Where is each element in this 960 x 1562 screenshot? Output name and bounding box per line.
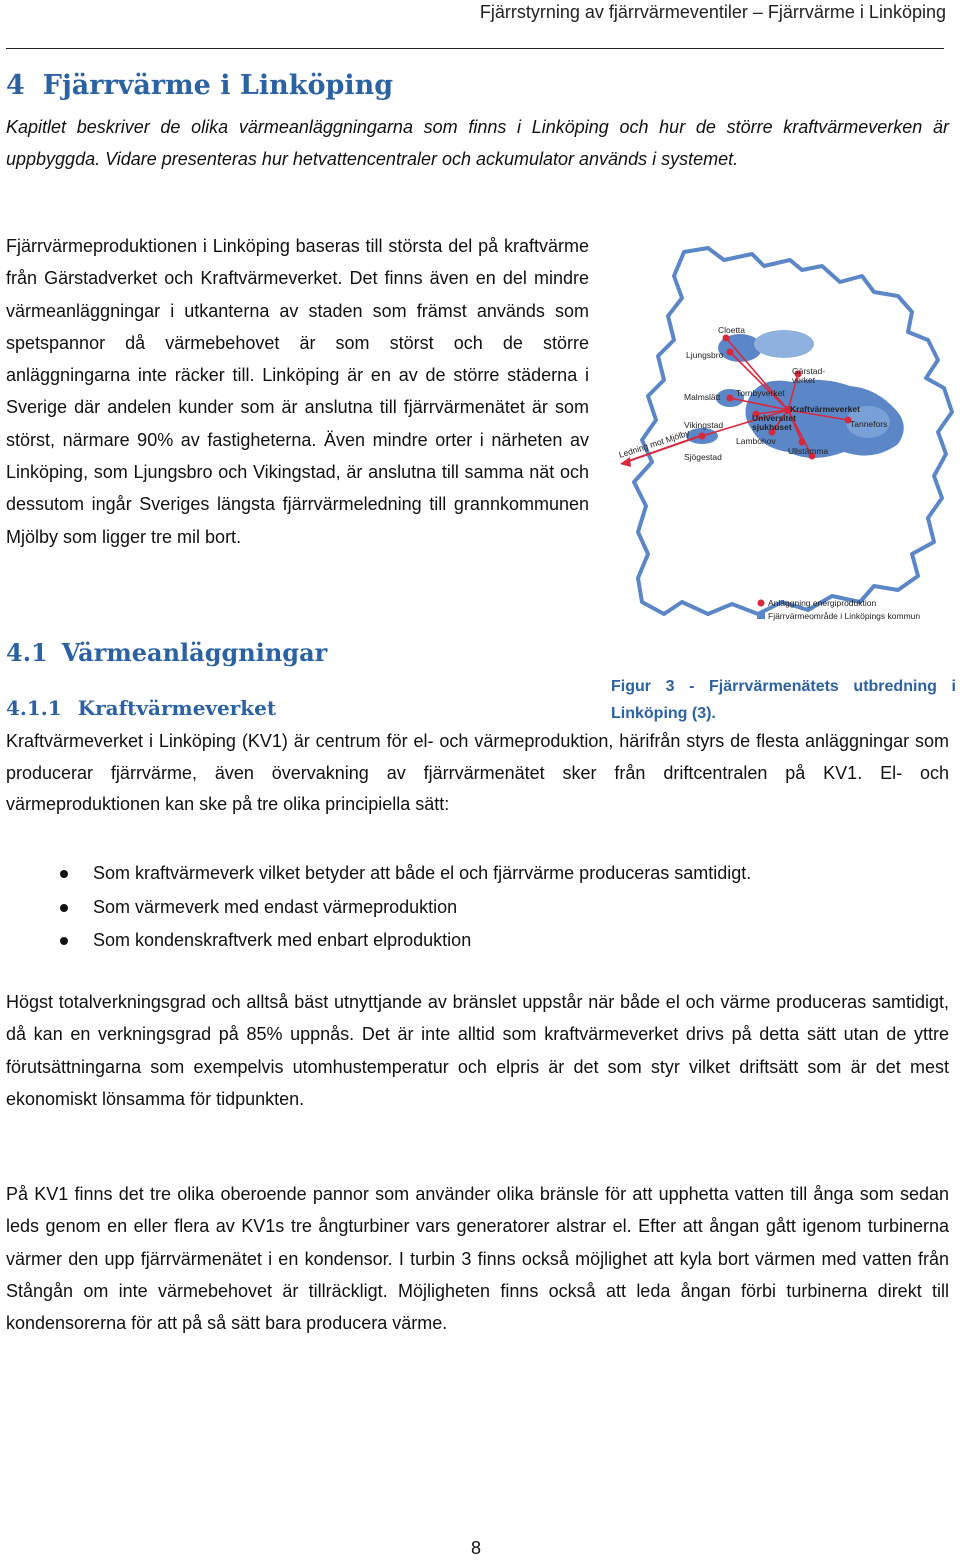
list-item: Som värmeverk med endast värmeproduktion	[60, 891, 751, 925]
legend-area-swatch	[757, 612, 765, 619]
list-item: Som kondenskraftverk med enbart elproduktion	[60, 924, 751, 958]
label-vikingstad: Vikingstad	[684, 420, 724, 430]
plant-vikingstad	[699, 433, 706, 440]
running-header: Fjärrstyrning av fjärrvärmeventiler – Fjärrvärme i Linköping	[479, 2, 946, 22]
plant-lambohov	[799, 439, 806, 446]
label-lambohov: Lambohov	[736, 436, 776, 446]
label-tannefors: Tannefors	[850, 419, 888, 429]
subsection-heading	[6, 696, 276, 720]
label-garstad-2: verket	[792, 375, 816, 385]
legend-plant-label: Anläggning energiproduktion	[768, 598, 877, 608]
label-tornbyverket: Tornbyverket	[736, 388, 785, 398]
district-heating-map	[612, 236, 954, 632]
label-universitet-2: sjukhuset	[752, 422, 792, 432]
label-sjogestad: Sjögestad	[684, 452, 722, 462]
section-heading	[6, 638, 327, 667]
chapter-paragraph: Fjärrvärmeproduktionen i Linköping baseras till största del på kraftvärme från Gärstadverket och Kraftvärmeverket. Det finns även en del mindre värmeanläggningar i utkanterna av staden som främst används som spetspannor då värmebehovet är som störst och de större anläggningarna inte räcker till. Linköping är en av de större städerna i Sverige där andelen kunder som är anslutna till fjärrvärmenätet är som störst, närmare 90% av fastigheterna. Även mindre orter i närheten av Linköping, som Ljungsbro och Vikingstad, är anslutna till samma nät och dessutom ingår Sveriges längsta fjärrvärmeledning till grannkommunen Mjölby som ligger tre mil bort.	[6, 236, 589, 547]
body-paragraph-3: På KV1 finns det tre olika oberoende pannor som använder olika bränsle för att upphetta vatten till ånga som sedan leds genom en eller flera av KV1s tre ångturbiner vars generatorer alstrar el. Efter att ångan gått igenom turbinerna värmer den upp fjärrvärmenätet i en kondensor. I turbin 3 finns också möjlighet att kyla bort värmen med vatten från Stångån om inte värmebehovet är tillräckligt. Möjligheten finns också att leda ångan förbi turbinerna direkt till kondensorerna för att på så sätt bara producera värme.	[6, 1184, 949, 1334]
subsection-title: Kraftvärmeverket	[77, 696, 277, 720]
body-paragraph-2: Högst totalverkningsgrad och alltså bäst utnyttjande av bränslet uppstår när både el och värme produceras samtidigt, då kan en verkningsgrad på 85% uppnås. Det är inte alltid som kraftvärmeverket drivs på detta sätt utan de yttre förutsättningarna som exempelvis utomhustemperatur och elpris är det som styr vilket driftsätt som är det mest ekonomiskt lönsamma för tidpunkten.	[6, 992, 949, 1110]
section-title: Värmeanläggningar	[61, 638, 328, 667]
area-linkoping-north	[754, 330, 814, 358]
label-kraftvarmeverket: Kraftvärmeverket	[790, 404, 860, 414]
label-universitet-1: Universitet	[752, 413, 796, 423]
legend-plant-marker	[758, 600, 765, 607]
label-ullstamma: Ullstämma	[788, 446, 829, 456]
chapter-title: Fjärrvärme i Linköping	[42, 70, 394, 101]
section-number: 4.1	[6, 638, 48, 667]
plant-cloetta	[723, 335, 730, 342]
label-garstad-1: Gärstad-	[792, 366, 826, 376]
subsection-number: 4.1.1	[6, 696, 62, 720]
list-item: Som kraftvärmeverk vilket betyder att både el och fjärrvärme produceras samtidigt.	[60, 857, 751, 891]
chapter-heading	[6, 70, 393, 101]
plant-malmslatt	[727, 395, 734, 402]
chapter-number: 4	[6, 70, 25, 101]
plant-ljungsbro	[727, 349, 734, 356]
label-ljungsbro: Ljungsbro	[686, 350, 724, 360]
header-rule	[6, 48, 944, 49]
label-cloetta: Cloetta	[718, 325, 745, 335]
figure-caption: Figur 3 - Fjärrvärmenätets utbredning i Linköping (3).	[611, 678, 956, 722]
label-pipeline: Ledning mot Mjölby	[617, 427, 691, 460]
label-malmslatt: Malmslätt	[684, 392, 721, 402]
chapter-intro: Kapitlet beskriver de olika värmeanläggningarna som finns i Linköping och hur de större kraftvärmeverken är uppbyggda. Vidare presenteras hur hetvattencentraler och ackumulator används i systemet.	[6, 117, 949, 169]
legend-area-label: Fjärrvärmeområde i Linköpings kommun	[768, 611, 921, 621]
body-paragraph-1: Kraftvärmeverket i Linköping (KV1) är centrum för el- och värmeproduktion, härifrån styrs de flesta anläggningar som producerar fjärrvärme, även övervakning av fjärrvärmenätet sker från driftcentralen på KV1. El- och värmeproduktionen kan ske på tre olika principiella sätt:	[6, 731, 949, 814]
page-number: 8	[470, 1538, 481, 1558]
bullet-list	[60, 857, 751, 958]
